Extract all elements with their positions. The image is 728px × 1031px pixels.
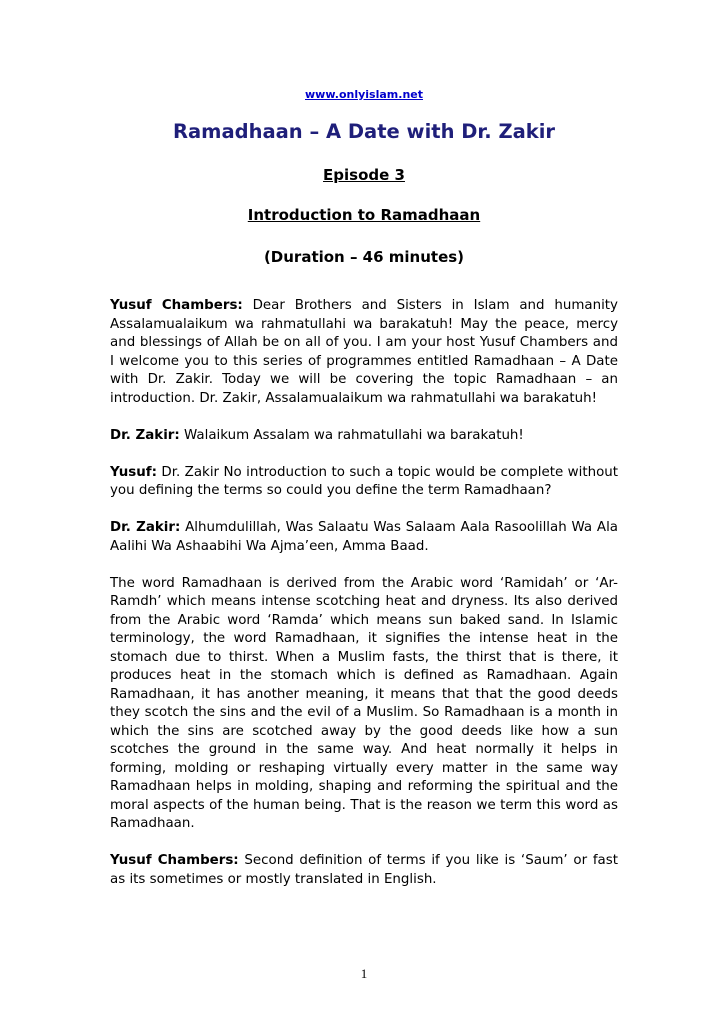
speaker-label: Yusuf: <box>110 464 157 480</box>
paragraph-text: The word Ramadhaan is derived from the Arabic word ‘Ramidah’ or ‘Ar-Ramdh’ which means intense scotching heat and dryness. Its also derived from the Arabic word ‘Ramda’ which means sun baked sand. In Islamic terminology, the word Ramadhaan, it signifies the intense heat in the stomach due to thirst. When a Muslim fasts, the thirst that is there, it produces heat in the stomach which is defined as Ramadhaan. Again Ramadhaan, it has another meaning, it means that that the good deeds they scotch the sins and the evil of a Muslim. So Ramadhaan is a month in which the sins are scotched away by the good deeds like how a sun scotches the ground in the same way. And heat normally it helps in forming, molding or reshaping virtually every matter in the same way Ramadhaan helps in molding, shaping and reforming the spiritual and the moral aspects of the human being. That is the reason we term this word as Ramadhaan. <box>110 575 618 831</box>
transcript-paragraph <box>110 427 618 446</box>
speaker-label: Yusuf Chambers: <box>110 853 239 868</box>
transcript-paragraph <box>110 575 618 834</box>
episode-heading: Episode 3 <box>323 166 405 184</box>
transcript-paragraph <box>110 519 618 556</box>
paragraph-text: Alhumdulillah, Was Salaatu Was Salaam Aala Rasoolillah Wa Ala Aalihi Wa Ashaabihi Wa Ajma’een, Amma Baad. <box>110 520 618 554</box>
speaker-label: Dr. Zakir: <box>110 520 181 535</box>
transcript-paragraph <box>110 297 618 408</box>
paragraph-text: Dear Brothers and Sisters in Islam and humanity Assalamualaikum wa rahmatullahi wa barakatuh! May the peace, mercy and blessings of Allah be on all of you. I am your host Yusuf Chambers and I welcome you to this series of programmes entitled Ramadhaan – A Date with Dr. Zakir. Today we will be covering the topic Ramadhaan – an introduction. Dr. Zakir, Assalamualaikum wa rahmatullahi wa barakatuh! <box>110 298 618 406</box>
page-number: 1 <box>360 966 368 981</box>
document-title: Ramadhaan – A Date with Dr. Zakir <box>172 120 556 143</box>
transcript-paragraph <box>110 852 618 889</box>
paragraph-text: Dr. Zakir No introduction to such a topic would be complete without you defining the terms so could you define the term Ramadhaan? <box>110 464 618 498</box>
transcript-paragraph <box>110 464 618 501</box>
duration-heading: (Duration – 46 minutes) <box>263 248 465 266</box>
speaker-label: Yusuf Chambers: <box>110 298 243 313</box>
speaker-label: Dr. Zakir: <box>110 427 180 443</box>
topic-heading: Introduction to Ramadhaan <box>247 206 481 224</box>
paragraph-text: Walaikum Assalam wa rahmatullahi wa barakatuh! <box>179 427 524 443</box>
transcript-body <box>110 297 618 908</box>
website-link[interactable]: www.onlyislam.net <box>305 88 423 101</box>
paragraph-text: Second definition of terms if you like is ‘Saum’ or fast as its sometimes or mostly translated in English. <box>110 853 618 887</box>
